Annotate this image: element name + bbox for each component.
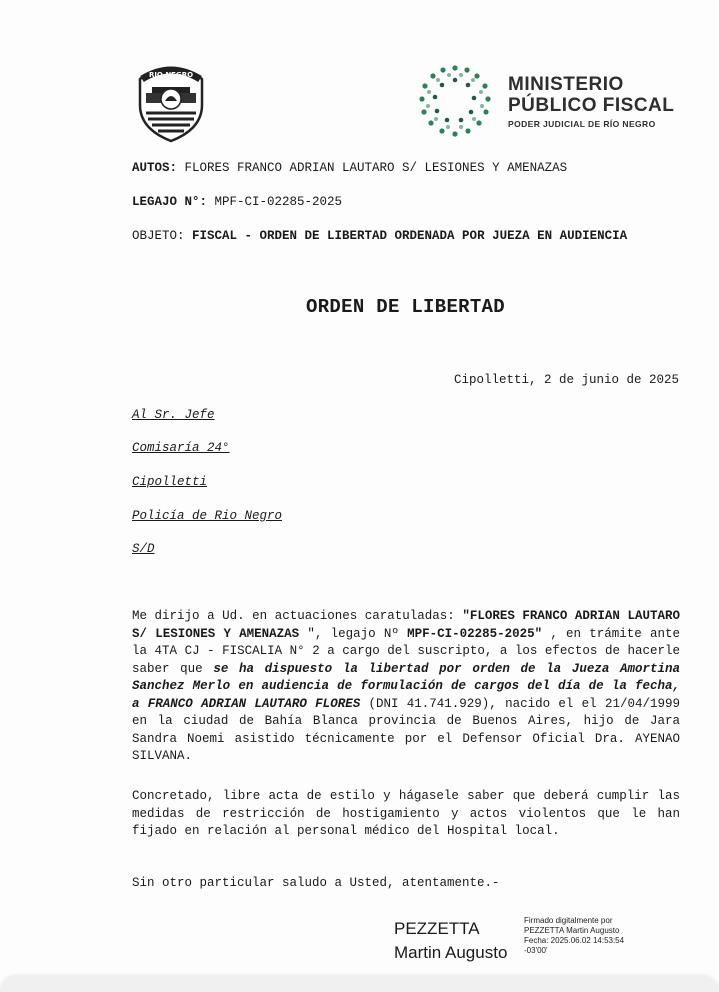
stamp-line-1: Firmado digitalmente por <box>524 916 613 925</box>
document-title: ORDEN DE LIBERTAD <box>306 296 505 318</box>
legajo-line <box>132 195 342 209</box>
addressee-line-4: Policía de Rio Negro <box>132 509 283 523</box>
body-paragraph-1: Me dirijo a Ud. en actuaciones caratuladas: "FLORES FRANCO ADRIAN LAUTARO S/ LESIONES Y AMENAZAS ", legajo Nº MPF-CI-02285-2025" , en trámite ante la 4TA CJ - FISCALIA N° 2 a cargo del suscripto, a los efectos de hacerle saber que se ha dispuesto la libertad por orden de la Jueza Amortina Sanchez Merlo en audiencia de formulación de cargos del día de la fecha, a FRANCO ADRIAN LAUTARO FLORES (DNI 41.741.929), nacido el el 21/04/1999 en la ciudad de Bahía Blanca provincia de Buenos Aires, hijo de Jara Sandra Noemi asistido técnicamente por el Defensor Oficial Dra. AYENAO SILVANA. <box>132 609 681 763</box>
stamp-line-2: PEZZETTA Martin Augusto <box>524 926 620 935</box>
signature-given-names: Martin Augusto <box>394 943 508 962</box>
rio-negro-crest-logo <box>132 57 210 143</box>
addressee-line-3: Cipolletti <box>132 475 208 489</box>
objeto-value: FISCAL - ORDEN DE LIBERTAD ORDENADA POR JUEZA EN AUDIENCIA <box>184 229 628 243</box>
legajo-value: MPF-CI-02285-2025 <box>207 195 343 209</box>
objeto-label: OBJETO: <box>132 229 185 243</box>
body-paragraph-2: Concretado, libre acta de estilo y hágasele saber que deberá cumplir las medidas de restricción de hostigamiento y actos violentos que le han fijado en relación al personal médico del Hospital local. <box>132 789 680 838</box>
ministry-name <box>508 74 674 129</box>
document-date: Cipolletti, 2 de junio de 2025 <box>453 373 679 387</box>
signature-surname: PEZZETTA <box>394 919 480 938</box>
stamp-line-4: -03'00' <box>524 946 548 955</box>
addressee-line-2: Comisaría 24° <box>132 441 230 455</box>
autos-line <box>132 161 567 175</box>
ministry-line-3: PODER JUDICIAL DE RÍO NEGRO <box>508 119 656 129</box>
ministry-line-2: PÚBLICO FISCAL <box>508 95 675 116</box>
legajo-label: LEGAJO N°: <box>132 195 208 209</box>
objeto-line <box>132 229 627 243</box>
body-paragraph-3: Sin otro particular saludo a Usted, atentamente.- <box>132 876 500 890</box>
addressee-line-1: Al Sr. Jefe <box>132 408 215 422</box>
autos-value: FLORES FRANCO ADRIAN LAUTARO S/ LESIONES Y AMENAZAS <box>177 161 568 175</box>
signature-name <box>394 918 507 964</box>
addressee-line-5: S/D <box>132 542 155 556</box>
stamp-line-3: Fecha: 2025.06.02 14:53:54 <box>524 936 625 945</box>
bottom-sheet-edge <box>0 976 719 992</box>
mpf-dotted-logo <box>416 62 494 140</box>
svg-text:RIO NEGRO: RIO NEGRO <box>148 71 194 79</box>
ministry-line-1: MINISTERIO <box>508 74 624 95</box>
autos-label: AUTOS: <box>132 161 178 175</box>
digital-signature-stamp <box>524 916 654 956</box>
